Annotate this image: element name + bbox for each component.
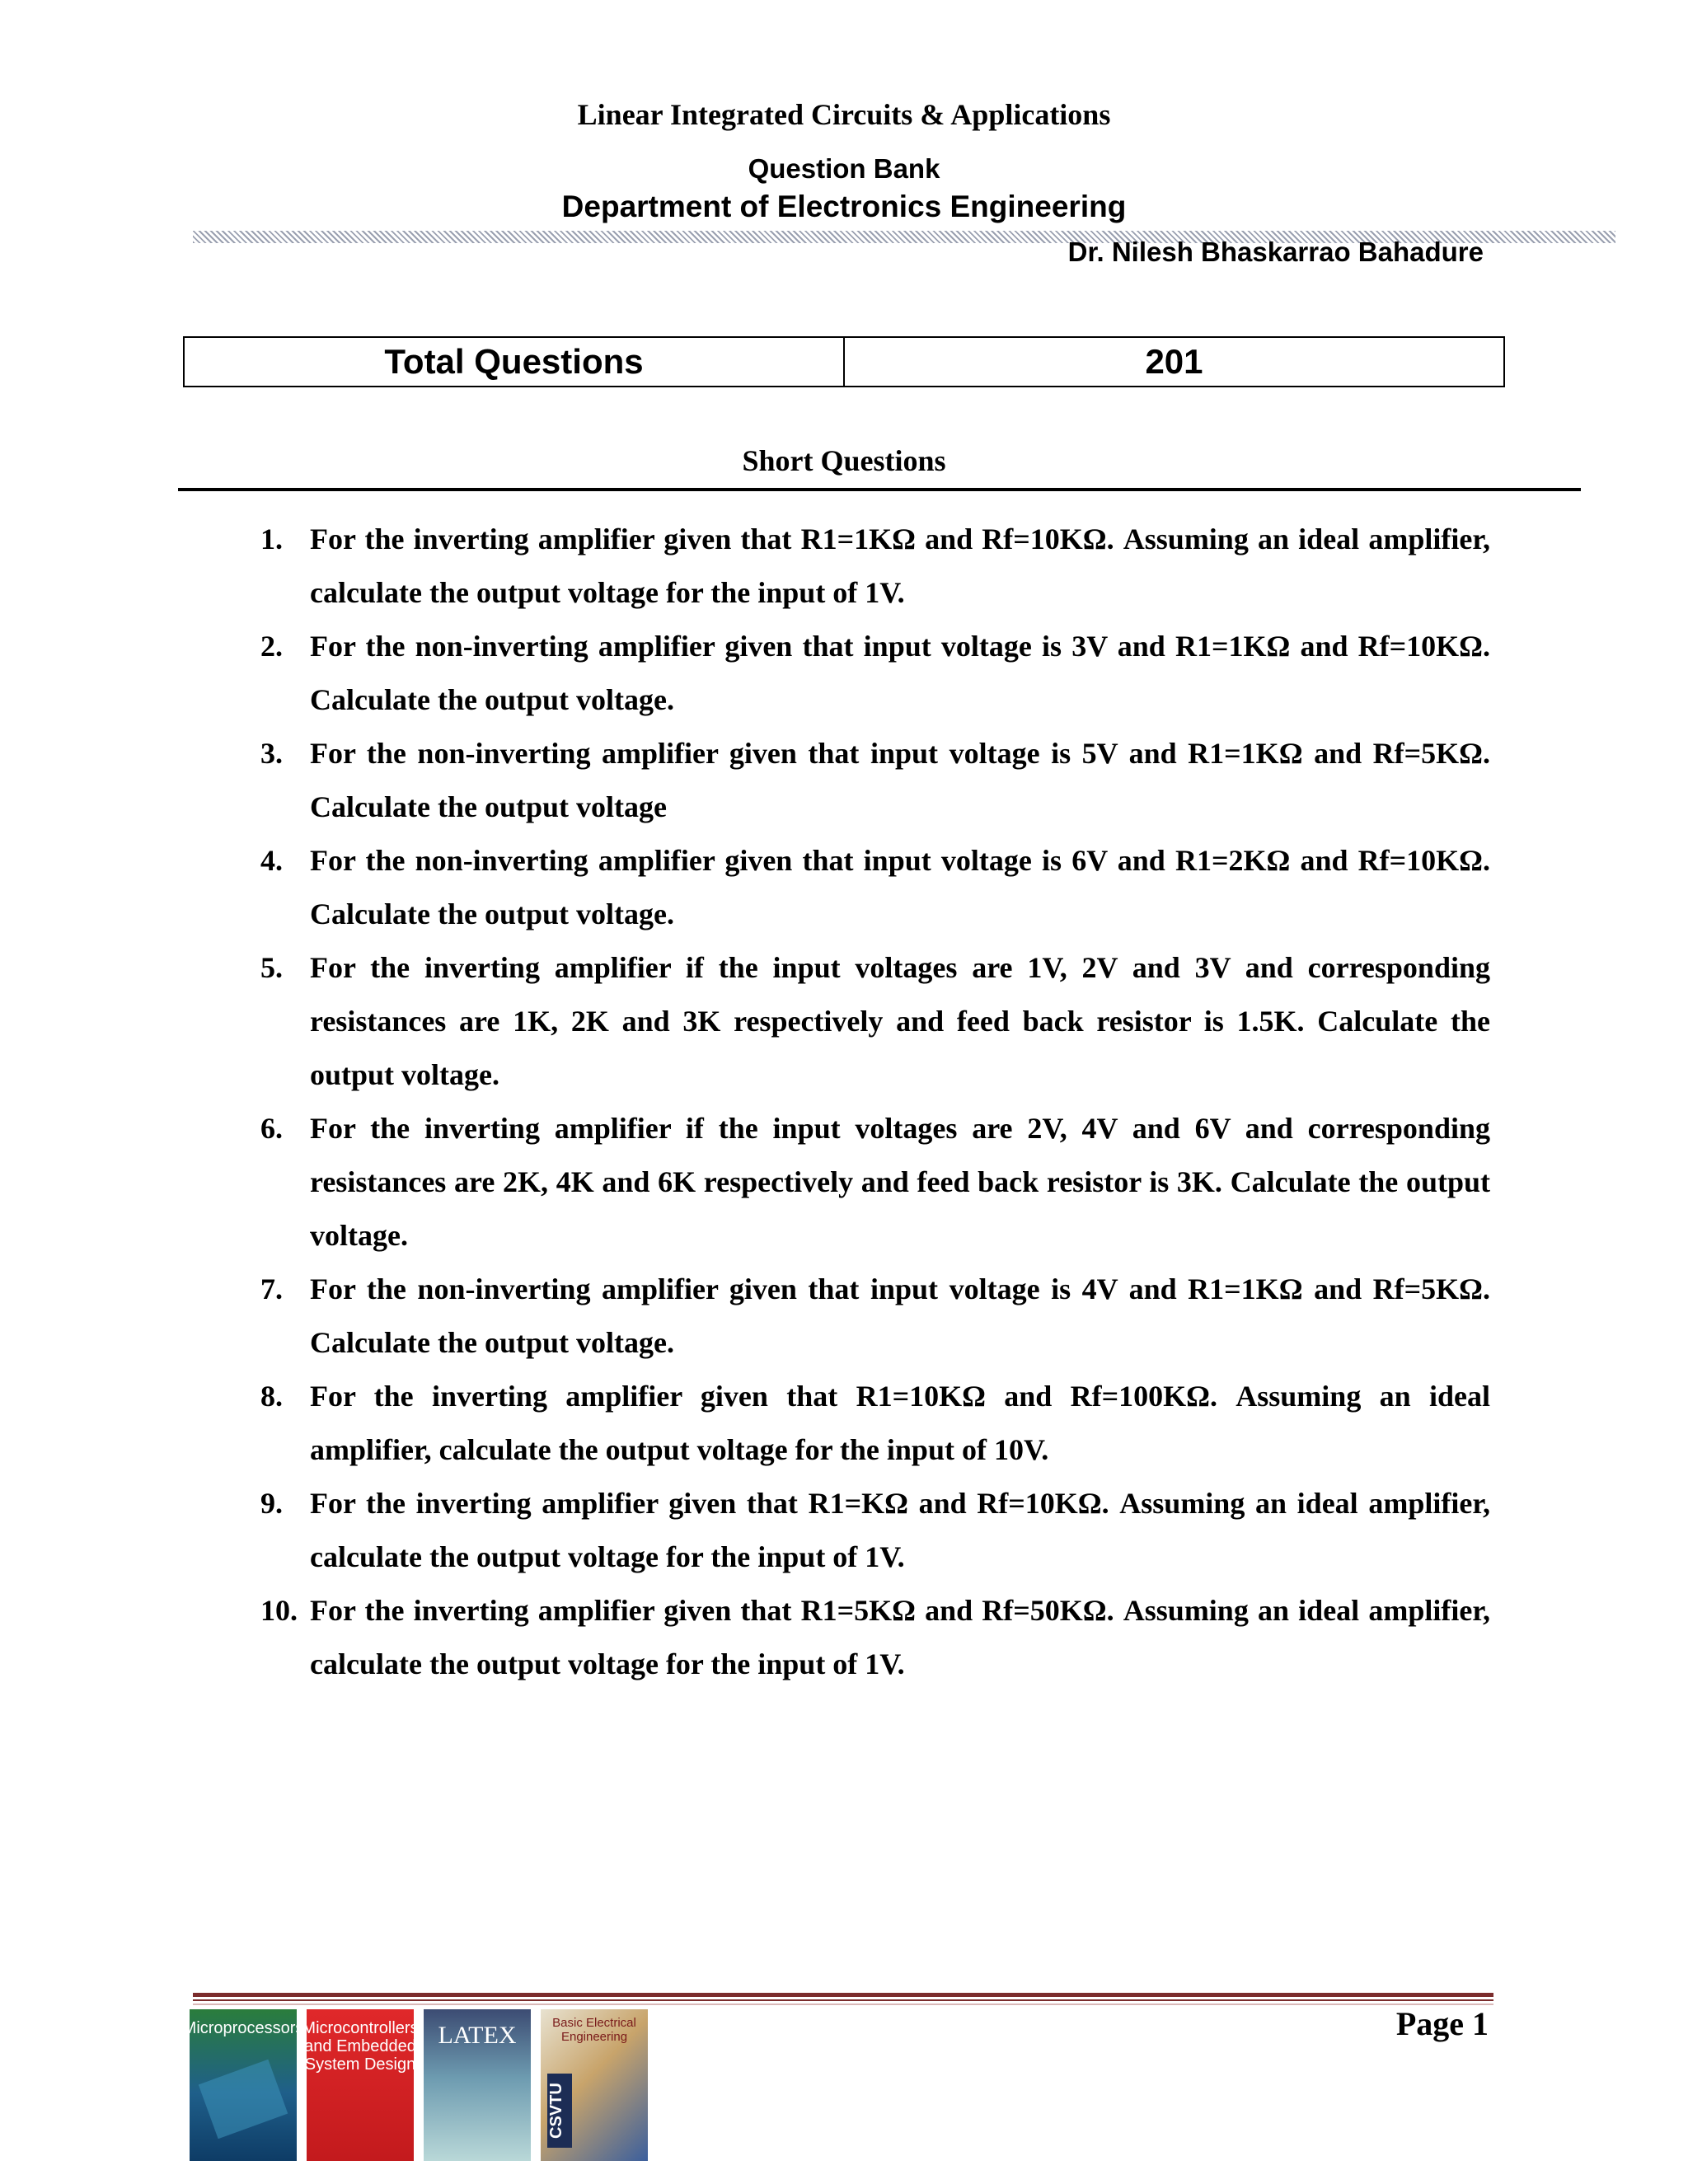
question-text: For the inverting amplifier given that R1=5KΩ and Rf=50KΩ. Assuming an ideal amplifier, calculate the output voltage for the input of 1V. [310,1594,1490,1680]
question-number: 3. [260,737,283,770]
question-item [260,513,1490,620]
question-item [260,941,1490,1102]
book-title: Basic Electrical Engineering [552,2016,636,2044]
book-title: Microcontrollers and Embedded System Design [302,2019,419,2074]
book-title: LATEX [438,2022,517,2049]
footer-divider [193,1993,1493,1997]
question-text: For the inverting amplifier given that R1=1KΩ and Rf=10KΩ. Assuming an ideal amplifier, calculate the output voltage for the input of 1V. [310,523,1490,609]
question-number: 7. [260,1272,283,1305]
section-divider [178,488,1581,491]
question-text: For the inverting amplifier given that R1=KΩ and Rf=10KΩ. Assuming an ideal amplifier, calculate the output voltage for the input of 1V. [310,1487,1490,1573]
question-item [260,834,1490,941]
question-item [260,1584,1490,1691]
question-text: For the inverting amplifier if the input voltages are 1V, 2V and 3V and corresponding resistances are 1K, 2K and 3K respectively and feed back resistor is 1.5K. Calculate the output voltage. [310,951,1490,1091]
book-cover-basic-electrical [541,2009,648,2161]
question-item [260,620,1490,727]
page-number: Page 1 [1395,2005,1489,2042]
question-text: For the non-inverting amplifier given that input voltage is 4V and R1=1KΩ and Rf=5KΩ. Calculate the output voltage. [310,1272,1490,1359]
book-cover-microcontrollers [302,2009,419,2161]
book-covers [182,2009,648,2161]
footer-divider-shadow [193,2004,1493,2005]
book-spine-label: CSVTU [547,2074,572,2148]
question-number: 5. [260,951,283,984]
document-title: Linear Integrated Circuits & Applications [577,98,1111,131]
question-item [260,1370,1490,1477]
question-text: For the inverting amplifier given that R1=10KΩ and Rf=100KΩ. Assuming an ideal amplifier, calculate the output voltage for the input of 10V. [310,1380,1490,1466]
question-number: 9. [260,1487,283,1520]
question-text: For the non-inverting amplifier given that input voltage is 6V and R1=2KΩ and Rf=10KΩ. Calculate the output voltage. [310,844,1490,930]
question-item [260,1102,1490,1263]
question-number: 6. [260,1112,283,1145]
author-name: Dr. Nilesh Bhaskarrao Bahadure [1067,237,1484,267]
question-number: 1. [260,523,283,555]
question-text: For the inverting amplifier if the input voltages are 2V, 4V and 6V and corresponding resistances are 2K, 4K and 6K respectively and feed back resistor is 3K. Calculate the output voltage. [310,1112,1490,1252]
total-questions-value: 201 [843,338,1503,386]
book-cover-microprocessors [182,2009,304,2161]
question-number: 2. [260,630,283,663]
question-item [260,1263,1490,1370]
question-text: For the non-inverting amplifier given that input voltage is 5V and R1=1KΩ and Rf=5KΩ. Calculate the output voltage [310,737,1490,823]
department-name: Department of Electronics Engineering [561,190,1127,223]
question-number: 4. [260,844,283,877]
section-heading: Short Questions [742,444,946,477]
total-questions-label: Total Questions [384,342,644,381]
question-number: 10. [260,1594,298,1627]
chip-illustration-icon [199,2060,288,2139]
total-questions-table [183,336,1505,387]
question-text: For the non-inverting amplifier given that input voltage is 3V and R1=1KΩ and Rf=10KΩ. Calculate the output voltage. [310,630,1490,716]
book-cover-latex [424,2009,531,2161]
question-item [260,1477,1490,1584]
question-list [260,513,1490,1691]
question-item [260,727,1490,834]
book-title: Microprocessors [182,2019,304,2037]
footer-divider-thin [193,1999,1493,2001]
question-number: 8. [260,1380,283,1413]
document-subtitle: Question Bank [748,153,940,184]
